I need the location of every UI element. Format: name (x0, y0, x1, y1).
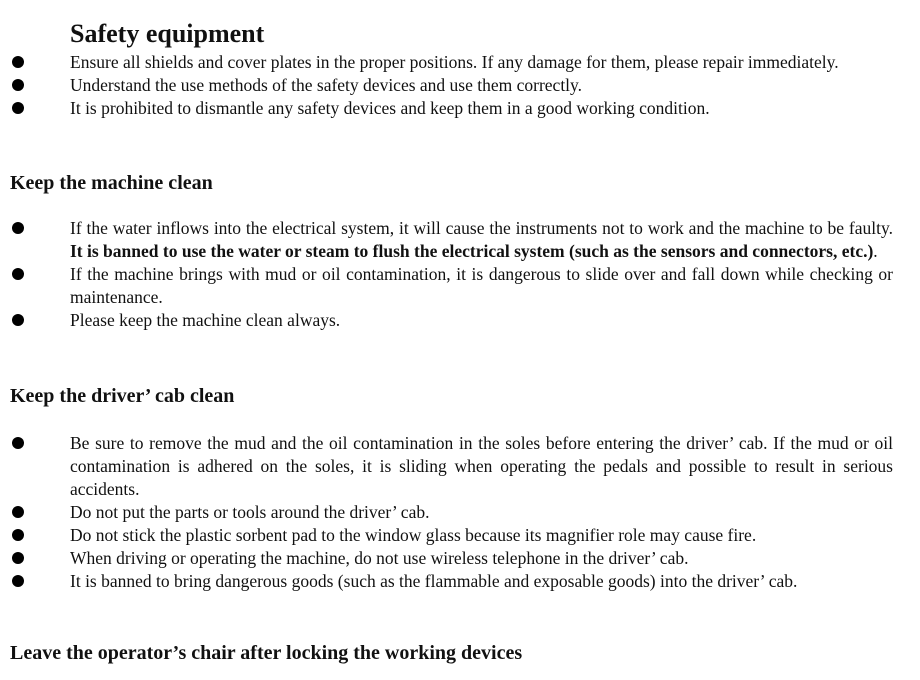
list-item-text: Understand the use methods of the safety devices and use them correctly. (70, 75, 583, 95)
section-heading-cab-clean: Keep the driver’ cab clean (10, 385, 235, 407)
list-item-text: If the machine brings with mud or oil contamination, it is dangerous to slide over and fall down while checking or maintenance. (70, 264, 893, 307)
bullet-icon (12, 552, 24, 564)
bullet-icon (12, 102, 24, 114)
list-item (0, 51, 893, 74)
list-item-text: Ensure all shields and cover plates in the proper positions. If any damage for them, please repair immediately. (70, 52, 839, 72)
cab-clean-list (0, 432, 920, 593)
list-item (0, 97, 893, 120)
bullet-icon (12, 56, 24, 68)
bullet-icon (12, 268, 24, 280)
list-item-text: Do not put the parts or tools around the driver’ cab. (70, 502, 430, 522)
section-heading-leave-chair: Leave the operator’s chair after locking the working devices (10, 642, 523, 664)
list-item (0, 217, 893, 263)
bullet-icon (12, 575, 24, 587)
bullet-icon (12, 79, 24, 91)
safety-equipment-list (0, 51, 920, 120)
list-item-text-tail: . (873, 241, 878, 261)
list-item-text: It is prohibited to dismantle any safety devices and keep them in a good working condition. (70, 98, 710, 118)
list-item (0, 547, 893, 570)
bullet-icon (12, 506, 24, 518)
list-item (0, 309, 893, 332)
list-item-text: It is banned to bring dangerous goods (such as the flammable and exposable goods) into the driver’ cab. (70, 571, 798, 591)
list-item (0, 432, 893, 501)
list-item-text: Please keep the machine clean always. (70, 310, 341, 330)
list-item (0, 570, 893, 593)
section-heading-safety-equipment: Safety equipment (70, 19, 265, 48)
machine-clean-list (0, 217, 920, 332)
list-item-text: Do not stick the plastic sorbent pad to the window glass because its magnifier role may cause fire. (70, 525, 757, 545)
list-item (0, 263, 893, 309)
section-heading-machine-clean: Keep the machine clean (10, 172, 213, 194)
list-item-bold-warning: It is banned to use the water or steam to flush the electrical system (such as the sensors and connectors, etc.) (70, 241, 874, 261)
bullet-icon (12, 529, 24, 541)
list-item (0, 501, 893, 524)
list-item-text: When driving or operating the machine, do not use wireless telephone in the driver’ cab. (70, 548, 689, 568)
bullet-icon (12, 437, 24, 449)
bullet-icon (12, 314, 24, 326)
list-item-text: Be sure to remove the mud and the oil contamination in the soles before entering the driver’ cab. If the mud or oil contamination is adhered on the soles, it is sliding when operating the pedals and possible to result in serious accidents. (70, 433, 893, 499)
bullet-icon (12, 222, 24, 234)
list-item (0, 524, 893, 547)
list-item-text: If the water inflows into the electrical system, it will cause the instruments not to work and the machine to be faulty. (70, 218, 893, 238)
list-item (0, 74, 893, 97)
